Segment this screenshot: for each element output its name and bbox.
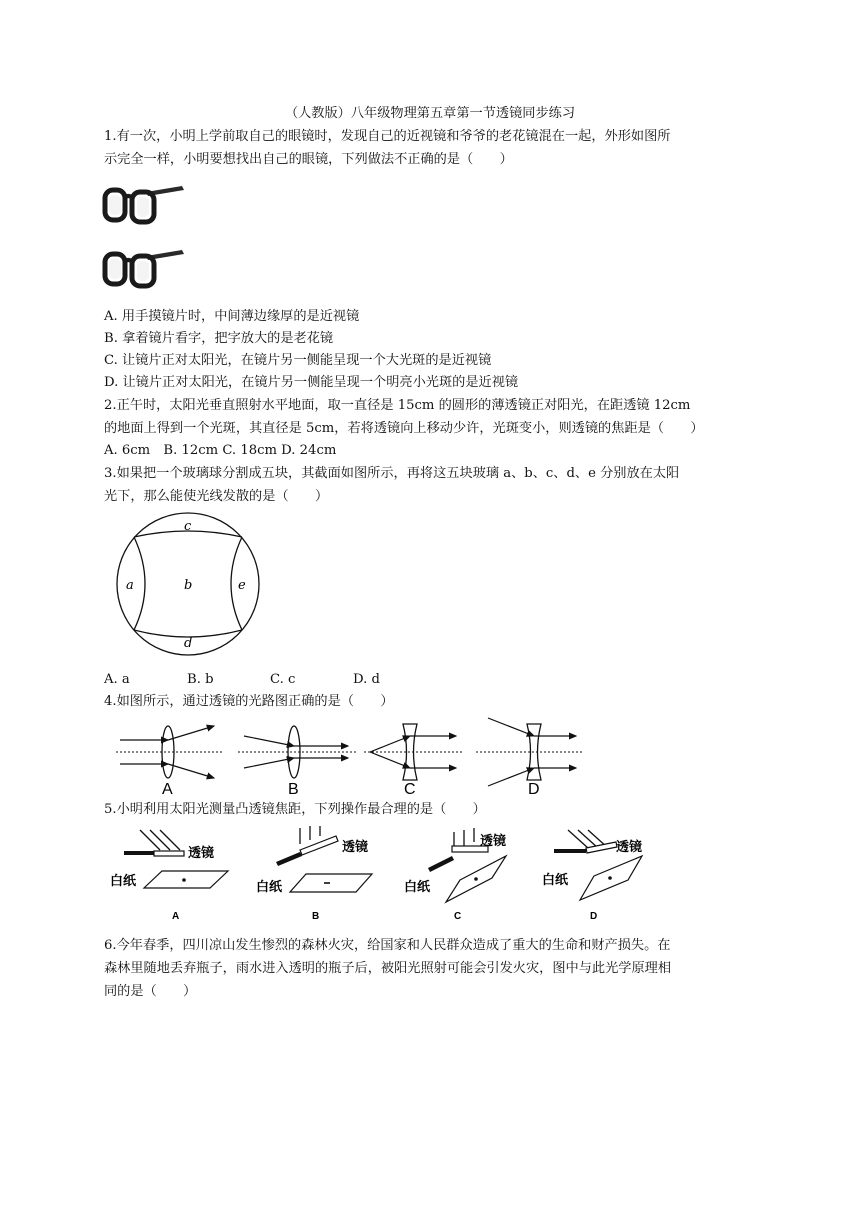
q1-stem-line1: 1.有一次，小明上学前取自己的眼镜时，发现自己的近视镜和爷爷的老花镜混在一起，外形如图所 — [104, 129, 671, 144]
setup-d-paper-label: 白纸 — [542, 872, 569, 887]
section-label-e: e — [238, 578, 246, 593]
lens-ray-diagrams — [116, 712, 586, 796]
setup-a-lens-label: 透镜 — [188, 845, 215, 860]
q2-stem-line1: 2.正午时，太阳光垂直照射水平地面，取一直径是 15cm 的圆形的薄透镜正对阳光，在距透镜 12cm — [104, 398, 691, 413]
setup-a-paper-label: 白纸 — [110, 873, 137, 888]
setup-label-d: D — [590, 911, 598, 922]
q2-options: A. 6cm B. 12cm C. 18cm D. 24cm — [104, 443, 337, 458]
setup-c-paper-label: 白纸 — [404, 879, 431, 894]
q3-option-d: D. d — [353, 672, 380, 687]
q5-stem: 5.小明利用太阳光测量凸透镜焦距，下列操作最合理的是（ ） — [104, 802, 486, 817]
setup-c-lens-label: 透镜 — [480, 833, 507, 848]
ray-diagram-c — [364, 724, 462, 796]
q2-stem-line2: 的地面上得到一个光斑，其直径是 5cm，若将透镜向上移动少许，光斑变小，则透镜的焦距是（ ） — [104, 421, 704, 436]
q6-stem-line3: 同的是（ ） — [104, 984, 197, 999]
q1-stem-line2: 示完全一样，小明要想找出自己的眼镜，下列做法不正确的是（ ） — [104, 152, 513, 167]
setup-b-paper-label: 白纸 — [256, 879, 283, 894]
q3-stem-line1: 3.如果把一个玻璃球分割成五块，其截面如图所示，再将这五块玻璃 a、b、c、d、e 分别放在太阳 — [104, 466, 680, 481]
q1-option-b: B. 拿着镜片看字，把字放大的是老花镜 — [104, 331, 334, 346]
q3-option-b: B. b — [187, 672, 214, 687]
glass-ball-section-figure — [112, 509, 264, 659]
section-label-d: d — [184, 636, 193, 651]
q6-stem-line2: 森林里随地丢弃瓶子，雨水进入透明的瓶子后，被阳光照射可能会引发火灾，图中与此光学原理相 — [104, 961, 672, 976]
setup-b-lens-label: 透镜 — [342, 839, 369, 854]
ray-diagram-b — [238, 726, 356, 796]
q1-option-a: A. 用手摸镜片时，中间薄边缘厚的是近视镜 — [104, 309, 360, 324]
setup-label-a: A — [172, 911, 180, 922]
q3-option-c: C. c — [270, 672, 296, 687]
ray-diagram-d — [476, 718, 582, 796]
setup-b — [256, 826, 372, 922]
page-title: （人教版）八年级物理第五章第一节透镜同步练习 — [284, 106, 576, 121]
q1-option-c: C. 让镜片正对太阳光，在镜片另一侧能呈现一个大光斑的是近视镜 — [104, 353, 492, 368]
section-label-a: a — [126, 578, 134, 593]
section-label-c: c — [184, 519, 192, 534]
setup-c — [404, 828, 506, 922]
setup-label-b: B — [312, 911, 320, 922]
setup-label-c: C — [454, 911, 462, 922]
glasses-image-1 — [102, 182, 186, 228]
glasses-image-2 — [102, 246, 186, 292]
setup-d-lens-label: 透镜 — [616, 839, 643, 854]
diagram-label-b: B — [288, 781, 299, 796]
q3-option-a: A. a — [104, 672, 130, 687]
focal-length-setups — [110, 826, 660, 928]
diagram-label-a: A — [162, 781, 173, 796]
ray-diagram-a — [116, 726, 222, 796]
q4-stem: 4.如图所示，通过透镜的光路图正确的是（ ） — [104, 694, 394, 709]
q3-stem-line2: 光下，那么能使光线发散的是（ ） — [104, 489, 329, 504]
diagram-label-d: D — [528, 781, 540, 796]
section-label-b: b — [184, 578, 193, 593]
q6-stem-line1: 6.今年春季，四川凉山发生惨烈的森林火灾，给国家和人民群众造成了重大的生命和财产损失。在 — [104, 938, 671, 953]
setup-d — [542, 830, 642, 922]
diagram-label-c: C — [404, 781, 416, 796]
q1-option-d: D. 让镜片正对太阳光，在镜片另一侧能呈现一个明亮小光斑的是近视镜 — [104, 375, 519, 390]
setup-a — [110, 830, 228, 922]
